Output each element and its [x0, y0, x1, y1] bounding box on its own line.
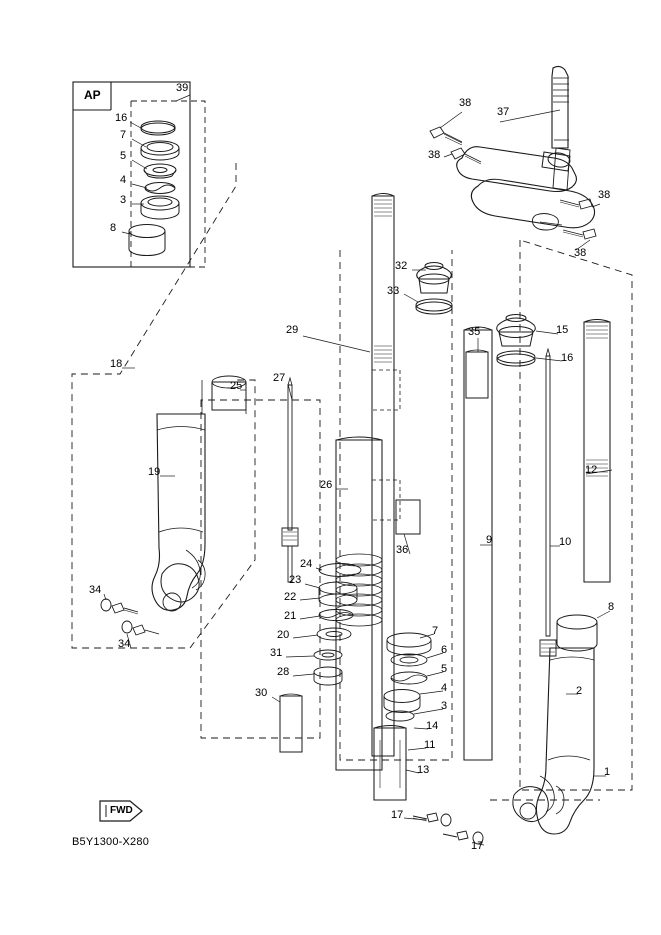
callout-28: 28 [277, 666, 290, 678]
callout-7: 7 [120, 129, 127, 141]
callout-8: 8 [110, 222, 117, 234]
callout-32: 32 [395, 260, 408, 272]
callout-37: 37 [497, 106, 510, 118]
callout-17-right: 17 [471, 840, 484, 852]
fwd-label: FWD [110, 805, 133, 816]
callout-4-lower: 4 [441, 682, 448, 694]
callout-13: 13 [417, 764, 430, 776]
callout-34-lower: 34 [118, 638, 131, 650]
callout-1: 1 [604, 766, 611, 778]
callout-31: 31 [270, 647, 283, 659]
callout-21: 21 [284, 610, 297, 622]
callout-8-right: 8 [608, 601, 615, 613]
callout-24: 24 [300, 558, 313, 570]
callout-30: 30 [255, 687, 268, 699]
callout-22: 22 [284, 591, 297, 603]
callout-29: 29 [286, 324, 299, 336]
callout-6: 6 [441, 644, 448, 656]
callout-7-lower: 7 [432, 625, 439, 637]
callout-34-upper: 34 [89, 584, 102, 596]
callout-4: 4 [120, 174, 127, 186]
callout-35: 35 [468, 326, 481, 338]
callout-11: 11 [424, 739, 436, 751]
callout-15: 15 [556, 324, 569, 336]
callout-19: 19 [148, 466, 161, 478]
callout-9: 9 [486, 534, 493, 546]
callout-14: 14 [426, 720, 439, 732]
callout-3-lower: 3 [441, 700, 448, 712]
callout-27: 27 [273, 372, 286, 384]
callout-17-left: 17 [391, 809, 404, 821]
callout-12: 12 [585, 464, 598, 476]
callout-26: 26 [320, 479, 333, 491]
callout-23: 23 [289, 574, 302, 586]
callout-18: 18 [110, 358, 123, 370]
callout-38-right-upper: 38 [598, 189, 611, 201]
callout-33: 33 [387, 285, 400, 297]
callout-38-right-lower: 38 [574, 247, 587, 259]
callout-2: 2 [576, 685, 583, 697]
callout-16: 16 [115, 112, 128, 124]
part-code-label: B5Y1300-X280 [72, 836, 150, 848]
callout-10: 10 [559, 536, 572, 548]
callout-38-left: 38 [428, 149, 441, 161]
callout-25: 25 [230, 380, 243, 392]
callout-5: 5 [120, 150, 127, 162]
callout-5-lower: 5 [441, 663, 448, 675]
callout-38-upper-left: 38 [459, 97, 472, 109]
callout-39: 39 [176, 82, 189, 94]
callout-20: 20 [277, 629, 290, 641]
callout-3: 3 [120, 194, 127, 206]
callout-16-right: 16 [561, 352, 574, 364]
callout-36: 36 [396, 544, 409, 556]
ap-box-label: AP [84, 88, 101, 102]
